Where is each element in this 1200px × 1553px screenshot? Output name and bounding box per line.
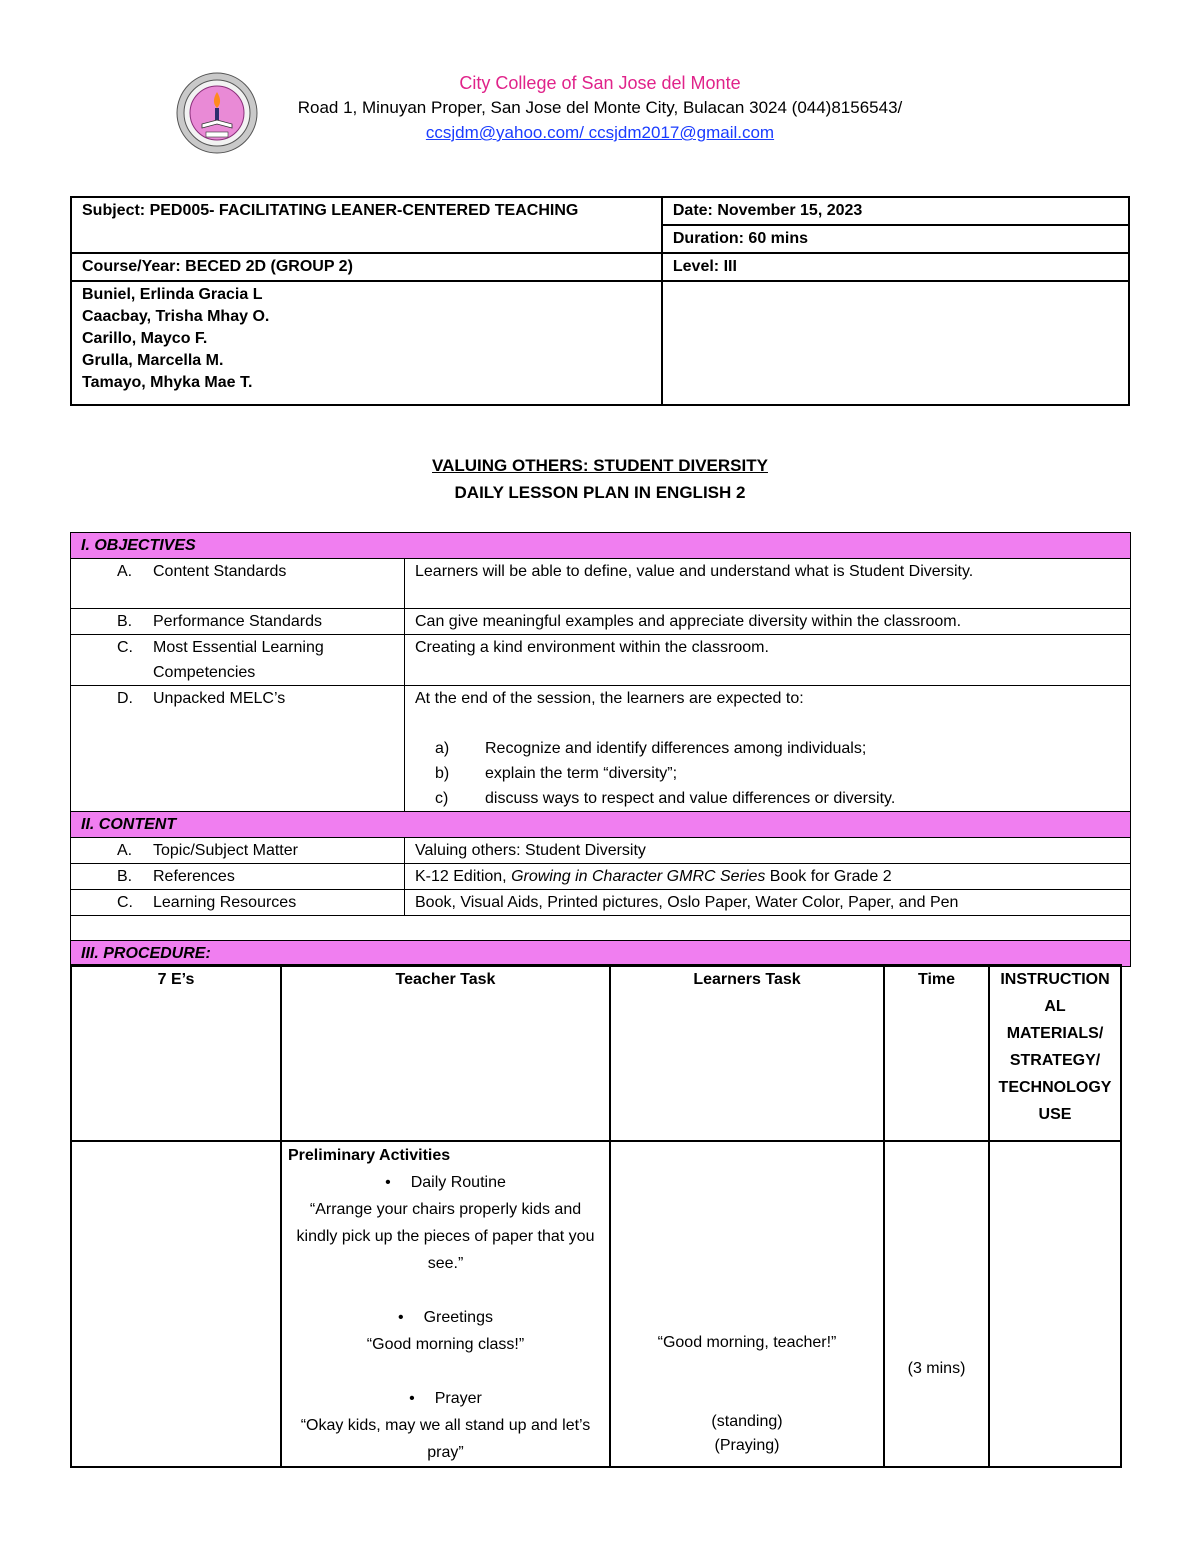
member-name: Tamayo, Mhyka Mae T. — [82, 374, 253, 391]
procedure-heading: III. PROCEDURE: — [71, 941, 1131, 967]
melc-item: a) Recognize and identify differences among individuals; — [435, 740, 867, 757]
objective-label: C. Most Essential Learning Competencies — [71, 635, 405, 686]
group-members-cell — [71, 281, 662, 405]
content-value: Book, Visual Aids, Printed pictures, Oslo Paper, Water Color, Paper, and Pen — [405, 890, 1131, 916]
learner-praying: (Praying) — [714, 1437, 780, 1454]
content-label: A. Topic/Subject Matter — [71, 838, 405, 864]
content-heading: II. CONTENT — [71, 812, 1131, 838]
procedure-table — [70, 964, 1122, 1468]
member-name: Carillo, Mayco F. — [82, 330, 208, 347]
col-header-instructional-materials: INSTRUCTION AL MATERIALS/ STRATEGY/ TECHNOLOGY USE — [989, 965, 1121, 1141]
teacher-task-cell — [281, 1141, 610, 1467]
melc-item: b) explain the term “diversity”; — [435, 765, 678, 782]
greetings-quote: “Good morning class!” — [366, 1336, 525, 1353]
lesson-title: VALUING OTHERS: STUDENT DIVERSITY — [432, 456, 768, 475]
lesson-subtitle: DAILY LESSON PLAN IN ENGLISH 2 — [454, 483, 746, 502]
objective-label: B. Performance Standards — [71, 609, 405, 635]
member-name: Buniel, Erlinda Gracia L — [82, 286, 263, 303]
melc-cell — [405, 686, 1131, 812]
learner-standing: (standing) — [711, 1413, 783, 1430]
melc-intro: At the end of the session, the learners are expected to: — [415, 690, 804, 707]
time-cell — [884, 1141, 989, 1467]
college-address: Road 1, Minuyan Proper, San Jose del Monte City, Bulacan 3024 (044)8156543/ — [297, 98, 903, 117]
prayer-item: • Prayer — [288, 1385, 603, 1412]
routine-item: • Daily Routine — [288, 1169, 603, 1196]
duration-cell: Duration: 60 mins — [662, 225, 1129, 253]
empty-cell — [662, 281, 1129, 405]
content-value: K-12 Edition, Growing in Character GMRC Series Book for Grade 2 — [405, 864, 1131, 890]
objectives-heading: I. OBJECTIVES — [71, 533, 1131, 559]
routine-quote: “Arrange your chairs properly kids and kindly pick up the pieces of paper that you see.” — [296, 1201, 595, 1272]
col-header-teacher-task: Teacher Task — [281, 965, 610, 1141]
objective-label: D. Unpacked MELC’s — [71, 686, 405, 812]
objective-value: Creating a kind environment within the classroom. — [405, 635, 1131, 686]
materials-cell — [989, 1141, 1121, 1467]
email-links[interactable]: ccsjdm@yahoo.com/ ccsjdm2017@gmail.com — [425, 123, 775, 142]
objective-value: Learners will be able to define, value and understand what is Student Diversity. — [405, 559, 1131, 609]
learner-greeting: “Good morning, teacher!” — [657, 1334, 837, 1351]
melc-item: c) discuss ways to respect and value differences or diversity. — [435, 790, 896, 807]
learners-task-cell — [610, 1141, 884, 1467]
college-emails[interactable] — [0, 123, 1200, 143]
member-name: Grulla, Marcella M. — [82, 352, 224, 369]
spacer-row — [71, 916, 1131, 941]
col-header-learners-task: Learners Task — [610, 965, 884, 1141]
date-cell: Date: November 15, 2023 — [662, 197, 1129, 225]
objectives-content-table — [70, 532, 1131, 967]
content-label: C. Learning Resources — [71, 890, 405, 916]
content-label: B. References — [71, 864, 405, 890]
col-header-time: Time — [884, 965, 989, 1141]
subject-cell: Subject: PED005- FACILITATING LEANER-CENTERED TEACHING — [71, 197, 662, 253]
level-cell: Level: III — [662, 253, 1129, 281]
preliminary-title: Preliminary Activities — [288, 1147, 451, 1164]
7es-cell — [71, 1141, 281, 1467]
col-header-7es: 7 E’s — [71, 965, 281, 1141]
lesson-info-table — [70, 196, 1130, 406]
prayer-quote: “Okay kids, may we all stand up and let’s pray” — [300, 1417, 591, 1461]
college-name: City College of San Jose del Monte — [459, 73, 741, 93]
course-cell: Course/Year: BECED 2D (GROUP 2) — [71, 253, 662, 281]
member-name: Caacbay, Trisha Mhay O. — [82, 308, 270, 325]
content-value: Valuing others: Student Diversity — [405, 838, 1131, 864]
objective-value: Can give meaningful examples and appreciate diversity within the classroom. — [405, 609, 1131, 635]
greetings-item: • Greetings — [288, 1304, 603, 1331]
objective-label: A. Content Standards — [71, 559, 405, 609]
time-value: (3 mins) — [907, 1360, 966, 1377]
